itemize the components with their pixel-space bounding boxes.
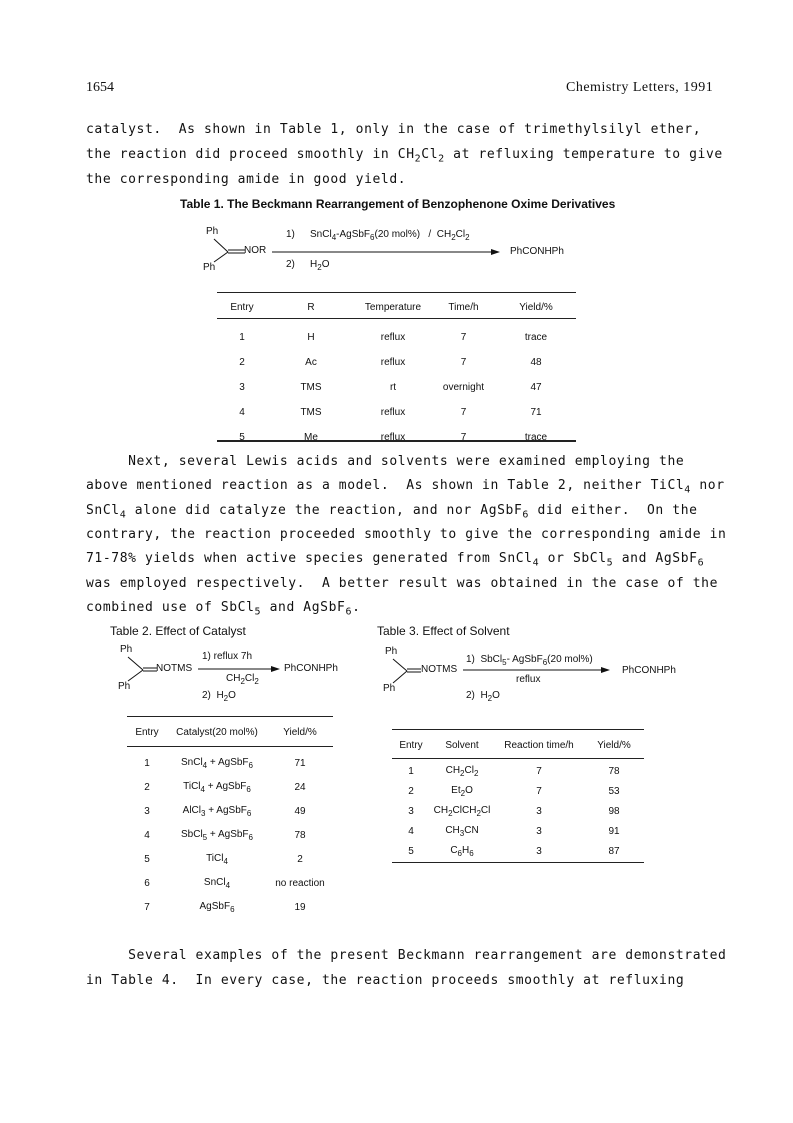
table-row <box>392 801 644 821</box>
scheme-solvent: $CH_2Cl_2$ <box>226 673 259 686</box>
scheme-ph-top: Ph <box>206 226 219 237</box>
cell-temperature: rt <box>389 382 397 393</box>
table2-caption: Table 2. Effect of Catalyst <box>110 624 246 638</box>
cell-yield: no reaction <box>275 877 325 889</box>
cell-entry: 3 <box>408 805 414 817</box>
table3-header-row <box>392 737 644 753</box>
table2-header: Yield/% <box>283 726 317 738</box>
cell-entry: 5 <box>408 845 414 857</box>
text-segment: and AgSbF <box>613 551 698 567</box>
scheme-ph-bottom: Ph <box>118 681 131 692</box>
cell-entry: 1 <box>144 757 150 769</box>
table1-header: Yield/% <box>519 301 553 313</box>
subscript: 5 <box>254 606 262 618</box>
cell-entry: 3 <box>144 805 150 817</box>
table1-header: Time/h <box>448 301 479 313</box>
table-row <box>392 781 644 801</box>
scheme-group: NOTMS <box>156 663 193 674</box>
scheme-step1: 1) reflux 7h <box>202 651 253 662</box>
cell-time: 7 <box>460 357 467 368</box>
cell-entry: 1 <box>408 765 414 777</box>
cell-time: 7 <box>460 332 467 343</box>
subscript: 2 <box>438 153 445 165</box>
text-segment: was employed respectively. A better result was obtained in the case of the <box>86 575 718 591</box>
cell-temperature: reflux <box>380 332 406 343</box>
text-segment: combined use of SbCl <box>86 599 255 615</box>
cell-yield: 87 <box>608 845 620 857</box>
subscript: 6 <box>345 606 353 618</box>
subscript: 4 <box>119 509 127 521</box>
cell-temperature: reflux <box>380 432 406 443</box>
cell-time: 7 <box>536 785 542 797</box>
table3-caption: Table 3. Effect of Solvent <box>377 624 510 638</box>
text-segment: 71-78% yields when active species generated from SnCl <box>86 551 533 567</box>
cell-catalyst: SbCl$_5$ + AgSbF$_6$ <box>180 828 253 842</box>
scheme-product: PhCONHPh <box>622 665 676 676</box>
table2-header: Catalyst(20 mol%) <box>176 726 258 738</box>
text-segment: catalyst. As shown in Table 1, only in the case of trimethylsilyl ether, <box>86 122 702 137</box>
scheme-condition: reflux <box>516 674 541 685</box>
cell-r: TMS <box>300 382 322 393</box>
cell-yield: 19 <box>294 901 306 913</box>
scheme-group: NOTMS <box>421 664 458 675</box>
cell-time: overnight <box>442 382 485 393</box>
scheme-step2-num: 2) <box>286 259 295 270</box>
text-segment: at refluxing temperature to give <box>444 147 723 162</box>
page-number: 1654 <box>86 80 114 95</box>
cell-yield: 78 <box>608 765 620 777</box>
scheme-group: NOR <box>244 245 267 256</box>
cell-solvent: $CH_2Cl_2$ <box>445 764 479 778</box>
cell-r: H <box>307 332 315 343</box>
table2-header: Entry <box>135 726 159 738</box>
text-segment: Several examples of the present Beckmann rearrangement are demonstrated <box>86 948 727 963</box>
cell-catalyst: AgSbF$_6$ <box>199 900 235 914</box>
cell-catalyst: TiCl$_4$ + AgSbF$_6$ <box>183 780 251 794</box>
text-segment: Cl <box>421 147 439 162</box>
scheme-ph-top: Ph <box>385 646 398 657</box>
scheme-step1: SnCl$_4$-AgSbF$_6$(20 $mol\%) / CH_2Cl_2$ <box>310 229 470 242</box>
cell-time: 3 <box>536 805 542 817</box>
table-row <box>392 821 644 841</box>
text-segment: . <box>352 599 361 615</box>
text-segment: the corresponding amide in good yield. <box>86 172 407 187</box>
subscript: 2 <box>414 153 422 165</box>
subscript: 6 <box>522 509 530 521</box>
subscript: 4 <box>532 557 540 569</box>
text-segment: in Table 4. In every case, the reaction proceeds smoothly at refluxing <box>86 973 685 988</box>
cell-yield: trace <box>524 332 548 343</box>
table3-header: Reaction time/h <box>504 739 574 751</box>
scheme-product: PhCONHPh <box>510 246 564 257</box>
text-segment: alone did catalyze the reaction, and nor AgSbF <box>126 502 523 518</box>
cell-entry: 5 <box>239 432 245 443</box>
cell-entry: 3 <box>239 382 245 393</box>
cell-entry: 2 <box>408 785 414 797</box>
text-segment: the reaction did proceed smoothly in CH <box>86 147 415 162</box>
cell-r: TMS <box>300 407 322 418</box>
scheme-step2: 2) $H_2O$ <box>202 690 236 703</box>
table-row <box>392 841 644 861</box>
body-text-line <box>86 948 726 963</box>
cell-solvent: $CH_3CN$ <box>445 824 479 838</box>
cell-time: 7 <box>460 407 467 418</box>
cell-catalyst: SnCl$_4$ + AgSbF$_6$ <box>180 756 253 770</box>
table1-header: R <box>307 301 315 313</box>
cell-time: 7 <box>460 432 467 443</box>
cell-entry: 4 <box>408 825 414 837</box>
subscript: 6 <box>697 557 705 569</box>
subscript: 4 <box>684 484 691 496</box>
cell-entry: 2 <box>144 781 150 793</box>
cell-catalyst: SnCl$_4$ <box>203 876 231 890</box>
cell-yield: 24 <box>294 781 306 793</box>
scheme-step1: 1) SbCl$_5$- AgSbF$_6$(20 mol%) <box>466 654 593 667</box>
scheme-product: PhCONHPh <box>284 663 338 674</box>
cell-yield: 71 <box>530 407 542 418</box>
cell-entry: 2 <box>239 357 245 368</box>
scheme-step1-num: 1) <box>286 229 295 240</box>
subscript: 5 <box>606 557 614 569</box>
table-row <box>392 761 644 781</box>
cell-yield: 98 <box>608 805 620 817</box>
table1-caption: Table 1. The Beckmann Rearrangement of Benzophenone Oxime Derivatives <box>180 197 616 211</box>
cell-r: Me <box>304 432 318 443</box>
text-segment: contrary, the reaction proceeded smoothly to give the corresponding amide in <box>86 526 727 542</box>
text-segment: Next, several Lewis acids and solvents were examined employing the <box>86 454 685 469</box>
cell-yield: 49 <box>294 805 306 817</box>
table3 <box>392 737 644 861</box>
cell-catalyst: AlCl$_3$ + AgSbF$_6$ <box>182 804 252 818</box>
text-segment: and AgSbF <box>261 599 346 615</box>
cell-solvent: $Et_2O$ <box>451 784 473 798</box>
cell-entry: 7 <box>144 901 150 913</box>
table3-header: Yield/% <box>597 739 631 751</box>
cell-temperature: reflux <box>380 357 406 368</box>
text-segment: nor <box>690 478 725 494</box>
scheme-ph-bottom: Ph <box>383 683 396 694</box>
table3-bottom-rule <box>392 862 644 863</box>
text-segment: did either. On the <box>529 502 698 518</box>
cell-entry: 5 <box>144 853 150 865</box>
cell-catalyst: TiCl$_4$ <box>206 852 228 866</box>
cell-solvent: $CH_2ClCH_2Cl$ <box>433 804 491 818</box>
text-segment: SnCl <box>86 502 120 518</box>
cell-yield: 48 <box>530 357 542 368</box>
cell-yield: 91 <box>608 825 620 837</box>
journal-header: Chemistry Letters, 1991 <box>566 80 714 95</box>
cell-yield: 2 <box>297 853 303 865</box>
table3-header: Solvent <box>445 739 479 751</box>
cell-temperature: reflux <box>380 407 406 418</box>
text-segment: or SbCl <box>539 551 607 567</box>
table1-header: Entry <box>230 301 254 313</box>
cell-solvent: $C_6H_6$ <box>450 844 474 858</box>
table1-header: Temperature <box>364 301 422 313</box>
cell-yield: 47 <box>530 382 542 393</box>
scheme-ph-top: Ph <box>120 644 133 655</box>
cell-entry: 1 <box>239 332 245 343</box>
table3-top-rule <box>392 729 644 730</box>
cell-entry: 4 <box>239 407 245 418</box>
scheme-ph-bottom: Ph <box>203 262 216 273</box>
cell-entry: 6 <box>144 877 150 889</box>
cell-time: 3 <box>536 825 542 837</box>
scheme-step2: $H_2O$ <box>310 259 330 272</box>
text-segment: above mentioned reaction as a model. As shown in Table 2, neither TiCl <box>86 478 685 494</box>
cell-yield: 78 <box>294 829 306 841</box>
body-text-line <box>86 973 684 988</box>
cell-r: Ac <box>305 357 317 368</box>
cell-time: 3 <box>536 845 542 857</box>
scheme-step2: 2) $H_2O$ <box>466 690 500 703</box>
table3-header: Entry <box>399 739 423 751</box>
cell-yield: 53 <box>608 785 620 797</box>
cell-time: 7 <box>536 765 542 777</box>
cell-entry: 4 <box>144 829 150 841</box>
cell-yield: 71 <box>294 757 306 769</box>
cell-yield: trace <box>524 432 548 443</box>
